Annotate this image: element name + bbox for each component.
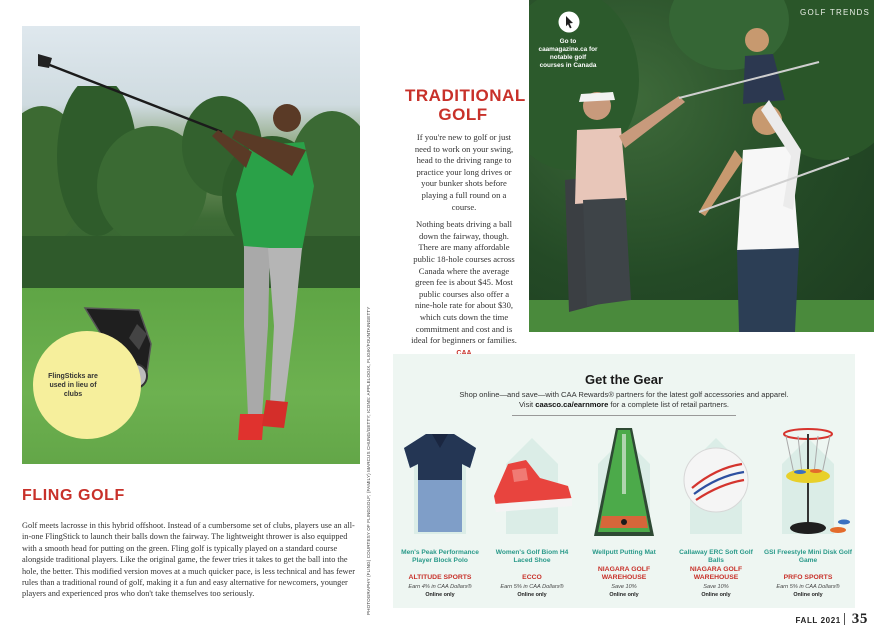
gear-intro-line: Shop online—and save—with CAA Rewards® partners for the latest golf accessories and apparel.	[459, 390, 789, 399]
product-image	[396, 424, 484, 546]
product-store: NIAGARA GOLF WAREHOUSE	[597, 566, 651, 582]
traditional-golf-paragraph: Nothing beats driving a ball down the fairway, though. There are many affordable public 18-hole courses across Canada where the average green fee is about $45. Most public courses also offer a nine-hole rate for about $30, which cuts down the time commitment and cost and is ideal for beginners or families.	[410, 219, 518, 359]
golf-ball-icon	[672, 424, 760, 546]
product-availability: Online only	[609, 592, 639, 598]
gear-title: Get the Gear	[584, 372, 664, 387]
product-image	[672, 424, 760, 546]
product-reward: Earn 5% in CAA Dollars®	[500, 584, 564, 590]
putting-mat-icon	[580, 424, 668, 546]
photo-credits: PHOTOGRAPHY (FLING) COURTESY OF FLINGGOLF; (FAMILY) MARCUS CHUNG/GETTY; ICONS: APPLELOGIX, FLIGIK/FOUNTAINGETTY	[366, 306, 371, 615]
traditional-golf-body	[410, 132, 518, 365]
product-store: PRFO SPORTS	[783, 574, 833, 581]
product-name: Wellputt Putting Mat	[592, 549, 656, 556]
section-tag: GOLF TRENDS	[800, 8, 870, 17]
folio-divider	[844, 613, 845, 625]
product-reward: Save 10%	[703, 584, 729, 590]
product-list	[396, 424, 852, 608]
product-availability: Online only	[701, 592, 731, 598]
product-card[interactable]	[672, 424, 760, 608]
product-card[interactable]	[764, 424, 852, 608]
product-image	[488, 424, 576, 546]
product-name: Women's Golf Biom H4 Laced Shoe	[495, 549, 569, 565]
fling-golf-body: Golf meets lacrosse in this hybrid offshoot. Instead of a cumbersome set of clubs, players use an all-in-one FlingStick to launch their balls down the fairway. The lightweight thrower is also equipped with a smooth head for putting on the green. Fling golf is typically played on a standard course alongside traditional players. Like the original game, the fewer tries it takes to get the ball into the hole, the better. This modified version moves at a much quicker pace, is less technical and has fewer rules than a traditional round of golf, making it a fun and easy alternative for newcomers, younger players and experienced pros who don't take themselves too seriously.	[22, 521, 355, 599]
product-reward: Save 10%	[611, 584, 637, 590]
product-availability: Online only	[517, 592, 547, 598]
product-image	[580, 424, 668, 546]
earnmore-link[interactable]: caasco.ca/earnmore	[535, 399, 609, 409]
issue-label: FALL 2021	[795, 616, 841, 625]
gear-intro	[420, 390, 828, 410]
product-availability: Online only	[425, 592, 455, 598]
product-card[interactable]	[396, 424, 484, 608]
product-card[interactable]	[580, 424, 668, 608]
gear-intro-line: Visit caasco.ca/earnmore for a complete list of retail partners.	[518, 399, 730, 409]
product-store: NIAGARA GOLF WAREHOUSE	[689, 566, 743, 582]
product-reward: Earn 4% in CAA Dollars®	[408, 584, 472, 590]
product-image	[764, 424, 852, 546]
disc-golf-basket-icon	[764, 424, 852, 546]
product-store: ECCO	[522, 574, 542, 581]
website-callout: Go to caamagazine.ca for notable golf courses in Canada	[538, 38, 598, 69]
product-store: ALTITUDE SPORTS	[408, 574, 472, 581]
traditional-golf-paragraph: If you're new to golf or just need to work on your swing, head to the driving range to practice your long drives or your bunker shots before playing a full round on a course.	[414, 132, 514, 212]
golf-shoe-icon	[488, 424, 576, 546]
cursor-click-icon	[558, 11, 580, 33]
fling-golf-title: FLING GOLF	[22, 487, 125, 504]
polo-shirt-icon	[396, 424, 484, 546]
product-reward: Earn 5% in CAA Dollars®	[776, 584, 840, 590]
traditional-golf-title: TRADITIONAL GOLF	[405, 86, 526, 124]
page-folio	[780, 611, 868, 628]
product-availability: Online only	[793, 592, 823, 598]
page-number: 35	[851, 611, 868, 627]
product-name: GSI Freestyle Mini Disk Golf Game	[764, 549, 852, 565]
product-card[interactable]	[488, 424, 576, 608]
product-name: Callaway ERC Soft Golf Balls	[679, 549, 753, 565]
gear-divider	[512, 415, 736, 416]
product-name: Men's Peak Performance Player Block Polo	[401, 549, 479, 565]
flingstick-callout-text: FlingSticks are used in lieu of clubs	[48, 373, 98, 398]
